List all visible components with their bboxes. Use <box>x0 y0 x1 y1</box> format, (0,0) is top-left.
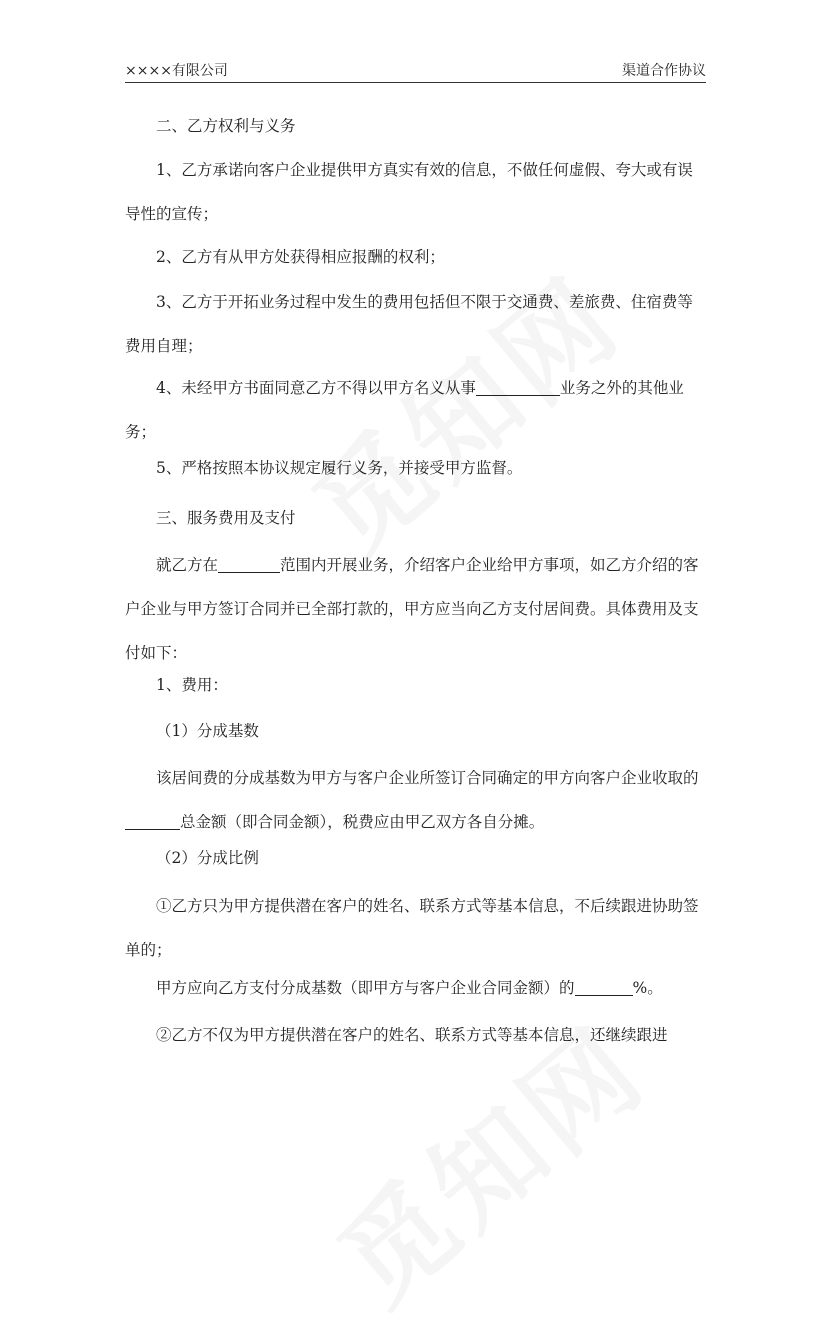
blank-business-scope <box>476 379 560 396</box>
fee-base-heading: （1）分成基数 <box>156 722 259 740</box>
clause-2-4-text-a: 4、未经甲方书面同意乙方不得以甲方名义从事 <box>156 379 476 397</box>
ratio-case-1: ①乙方只为甲方提供潜在客户的姓名、联系方式等基本信息，不后续跟进协助签单的； <box>125 897 699 959</box>
ratio-case-2: ②乙方不仅为甲方提供潜在客户的姓名、联系方式等基本信息，还继续跟进 <box>156 1026 668 1044</box>
page-header <box>125 60 706 83</box>
ratio-case-1-text-b: %。 <box>632 979 663 997</box>
clause-2-1: 1、乙方承诺向客户企业提供甲方真实有效的信息，不做任何虚假、夸大或有误导性的宣传； <box>125 161 693 223</box>
fee-base-text-a: 该居间费的分成基数为甲方与客户企业所签订合同确定的甲方向客户企业收取的 <box>156 769 699 787</box>
clause-2-2: 2、乙方有从甲方处获得相应报酬的权利； <box>156 248 445 266</box>
fee-item-1: 1、费用： <box>156 676 228 694</box>
section-heading-3: 三、服务费用及支付 <box>156 509 296 527</box>
fee-base-text <box>125 756 708 844</box>
company-name: ××××有限公司 <box>125 63 228 79</box>
section-heading-2: 二、乙方权利与义务 <box>156 117 296 135</box>
clause-2-4 <box>125 366 708 454</box>
clause-2-5: 5、严格按照本协议规定履行义务，并接受甲方监督。 <box>156 459 523 477</box>
clause-2-4-text-b: 业务之外的其他业务； <box>125 379 684 441</box>
fee-intro-text-a: 就乙方在 <box>156 556 219 574</box>
blank-percentage <box>575 979 633 996</box>
ratio-case-1-payment <box>125 966 708 1010</box>
document-title: 渠道合作协议 <box>622 63 706 79</box>
clause-2-3: 3、乙方于开拓业务过程中发生的费用包括但不限于交通费、差旅费、住宿费等费用自理； <box>125 293 693 355</box>
fee-base-text-b: 总金额（即合同金额），税费应由甲乙双方各自分摊。 <box>180 813 545 831</box>
fee-intro <box>125 543 708 675</box>
ratio-case-1-text-a: 甲方应向乙方支付分成基数（即甲方与客户企业合同金额）的 <box>156 979 575 997</box>
fee-intro-text-b: 范围内开展业务，介绍客户企业给甲方事项，如乙方介绍的客户企业与甲方签订合同并已全部打款的，甲方应当向乙方支付居间费。具体费用及支付如下： <box>125 556 699 662</box>
blank-amount <box>125 813 180 830</box>
blank-region <box>218 556 280 573</box>
ratio-heading: （2）分成比例 <box>156 849 259 867</box>
